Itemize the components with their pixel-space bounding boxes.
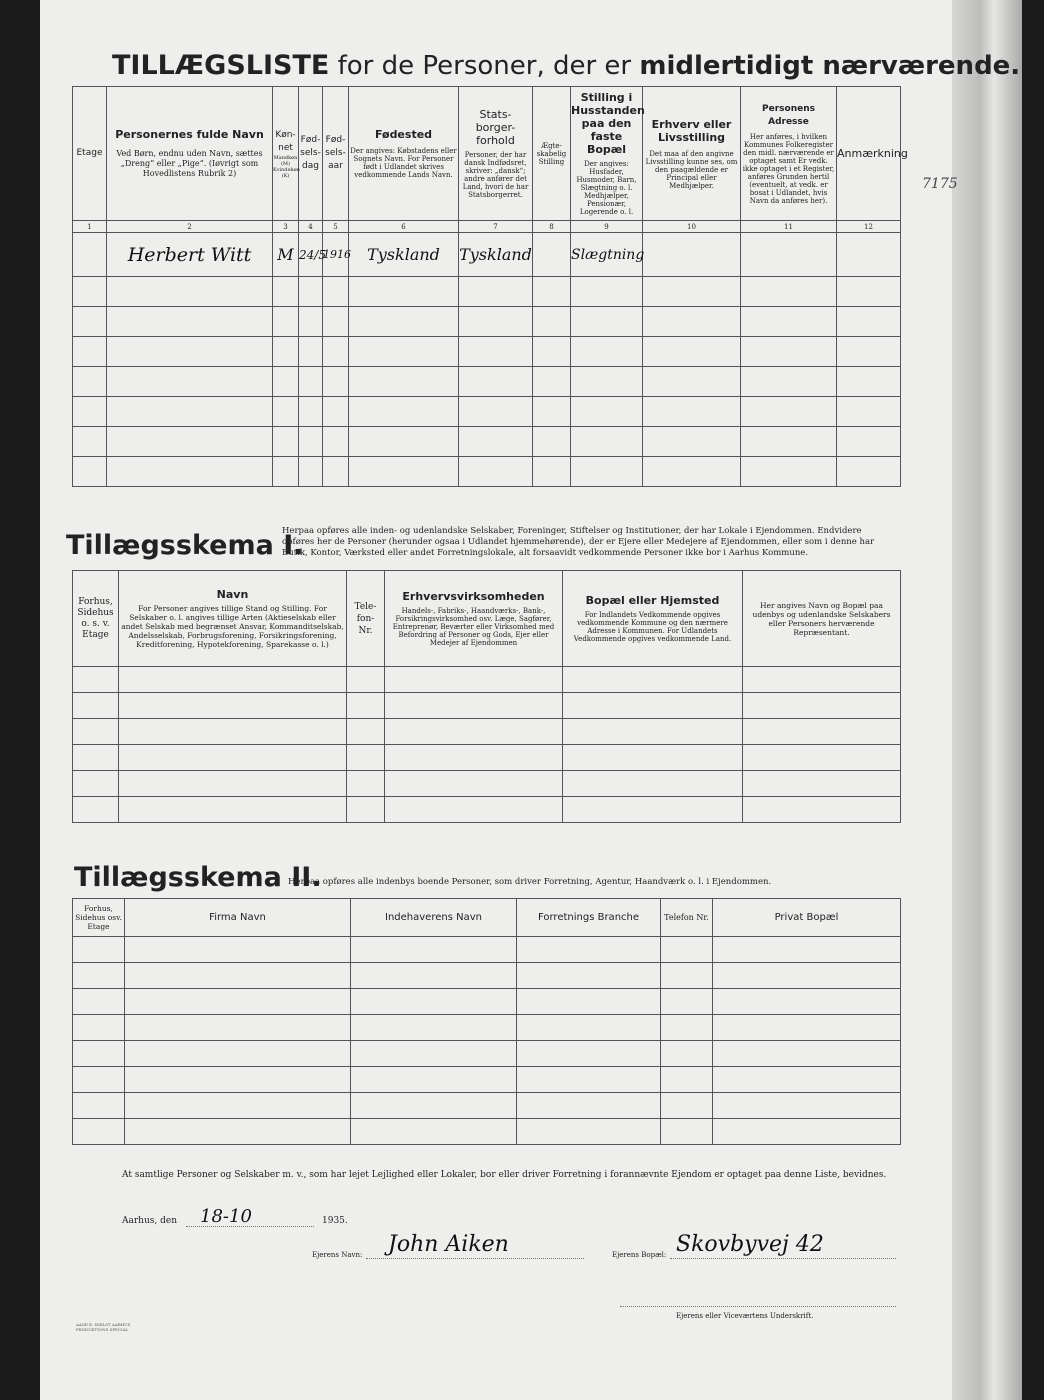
person-birthyear: 1916 [323,233,349,277]
table-row [73,1119,901,1145]
skema1-header-row [73,571,901,667]
table-row [73,397,901,427]
table-row [73,719,901,745]
col-address: Personens Adresse Her anføres, i hvilken Kommunes Folkeregister den midl. nærværende er optaget samt Er vedk. ikke optaget i et Register, anføres Grunden hertil (eventuelt, at vedk. er bosat i Udlandet, hvis Navn da anføres her). [741,87,837,221]
table-row [73,427,901,457]
table-row [73,963,901,989]
table-row [73,233,901,277]
table-row [73,1067,901,1093]
table-row [73,667,901,693]
owner-name: John Aiken [388,1232,509,1257]
person-citizenship: Tyskland [459,233,533,277]
skema2-col-phone: Telefon Nr. [661,899,713,937]
col-number: 4 [299,221,323,233]
col-name: Personernes fulde Navn Ved Børn, endnu uden Navn, sættes „Dreng“ eller „Pige“. (Iøvrigt som Hovedlistens Rubrik 2) [107,87,273,221]
printer-mark: AAGE E. NIELST AARHUS PRODUKTIONS SPECIAL [76,1322,131,1332]
skema1-col-name: Navn For Personer angives tillige Stand og Stilling. For Selskaber o. l. angives tillige Arten (Aktieselskab eller andet Selskab med begrænset Ansvar, Kommanditselskab, Andelsselskab, Forbrugsforening, Forsikringsforening, Kreditforening, Hypotekforening, Sparekasse o. l.) [119,571,347,667]
col-marital: Ægte- skabelig Stilling [533,87,571,221]
skema1-col-phone: Tele- fon- Nr. [347,571,385,667]
col-birthplace: Fødested Der angives: Købstadens eller Sognets Navn. For Personer født i Udlandet skrives vedkommende Lands Navn. [349,87,459,221]
col-number: 3 [273,221,299,233]
owner-address-label: Ejerens Bopæl: [612,1251,667,1259]
col-number: 11 [741,221,837,233]
footer-year: 1935. [322,1216,348,1226]
table-cell [643,233,741,277]
skema1-title: Tillægsskema I. [66,530,304,561]
owner-name-line [366,1258,584,1259]
col-number: 9 [571,221,643,233]
skema1-col-representative: Her angives Navn og Bopæl paa udenbys og udenlandske Selskabers eller Personers herværende Repræsentant. [743,571,901,667]
col-number: 10 [643,221,741,233]
person-name: Herbert Witt [107,233,273,277]
skema1-col-residence: Bopæl eller Hjemsted For Indlandets Vedkommende opgives vedkommende Kommune og den nærmere Adresse i Kommunen. For Udlandets Vedkommende opgives vedkommende Land. [563,571,743,667]
person-position: Slægtning [571,233,643,277]
owner-address: Skovbyvej 42 [676,1232,824,1257]
owner-name-label: Ejerens Navn: [312,1251,363,1259]
footer-date: 18-10 [200,1206,252,1227]
col-number: 7 [459,221,533,233]
col-number: 2 [107,221,273,233]
list-title: TILLÆGSLISTE for de Personer, der er midlertidigt nærværende. [112,50,1021,81]
col-etage: Etage [73,87,107,221]
table-cell [533,233,571,277]
skema2-header-row [73,899,901,937]
skema2-col-firm: Firma Navn [125,899,351,937]
col-number: 6 [349,221,459,233]
table-row [73,337,901,367]
col-birthday: Fød- sels- dag [299,87,323,221]
main-header-row [73,87,901,221]
skema2-col-owner: Indehaverens Navn [351,899,517,937]
table-row [73,693,901,719]
table-row [73,277,901,307]
skema2-description: Herpaa opføres alle indenbys boende Personer, som driver Forretning, Agentur, Haandværk o. l. i Ejendommen. [288,877,772,887]
col-birthyear: Fød- sels- aar [323,87,349,221]
signature-label: Ejerens eller Viceværtens Underskrift. [676,1312,814,1320]
table-row [73,1015,901,1041]
table-row [73,745,901,771]
table-row [73,457,901,487]
footer-place: Aarhus, den [122,1216,177,1226]
skema1-col-etage: Forhus, Sidehus o. s. v. Etage [73,571,119,667]
skema1-table [72,570,901,823]
person-birthday: 24/5 [299,233,323,277]
col-number: 8 [533,221,571,233]
skema2-table [72,898,901,1145]
table-cell [73,233,107,277]
table-row [73,937,901,963]
table-cell [837,233,901,277]
signature-line [620,1306,896,1307]
page-edge [952,0,1022,1400]
table-row [73,1093,901,1119]
table-cell [741,233,837,277]
table-row [73,771,901,797]
table-row [73,797,901,823]
col-sex: Køn- net Mandkøn (M) Kvindekøn (K) [273,87,299,221]
person-birthplace: Tyskland [349,233,459,277]
col-number-row [73,221,901,233]
col-occupation: Erhverv eller Livsstilling Det maa af den angivne Livsstilling kunne ses, om den paagældende er Principal eller Medhjælper. [643,87,741,221]
side-number: 7175 [922,176,958,192]
col-number: 1 [73,221,107,233]
col-household: Stilling i Husstanden paa den faste Bopæl Der angives: Husfader, Husmoder, Barn, Slægtning o. l. Medhjælper, Pensionær, Logerende o. l. [571,87,643,221]
table-row [73,989,901,1015]
col-number: 5 [323,221,349,233]
table-row [73,1041,901,1067]
footer-statement: At samtlige Personer og Selskaber m. v., som har lejet Lejlighed eller Lokaler, bor eller driver Forretning i forannævnte Ejendom er optaget paa denne Liste, bevidnes. [122,1170,887,1180]
owner-address-line [670,1258,896,1259]
table-row [73,367,901,397]
main-table [72,86,908,487]
skema1-description: Herpaa opføres alle inden- og udenlandske Selskaber, Foreninger, Stiftelser og Institutioner, der har Lokale i Ejendommen. Endvidere opføres her de Personer (herunder ogsaa i Udlandet hjemmehørende), der er Ejere eller Medejere af Ejendommen, eller som i denne har Butik, Kontor, Værksted eller andet Forretningslokale, alt forsaavidt vedkommende Personer ikke bor i Aarhus Kommune. [282,526,875,558]
skema2-title: Tillægsskema II. [74,862,322,893]
col-citizenship: Stats- borger- forhold Personer, der har dansk Indfødsret, skriver: „dansk“; andre anfører det Land, hvori de har Statsborgerret. [459,87,533,221]
skema2-col-residence: Privat Bopæl [713,899,901,937]
col-remarks: Anmærkning [837,87,901,221]
person-sex: M [273,233,299,277]
table-row [73,307,901,337]
col-number: 12 [837,221,901,233]
skema2-col-etage: Forhus, Sidehus osv. Etage [73,899,125,937]
skema2-col-branch: Forretnings Branche [517,899,661,937]
skema1-col-business: Erhvervsvirksomheden Handels-, Fabriks-, Haandværks-, Bank-, Forsikringsvirksomhed osv. Læge, Sagfører, Entreprenør, Beværter eller Virksomhed med Befordring af Personer og Gods, Ejer eller Medejer af Ejendommen [385,571,563,667]
